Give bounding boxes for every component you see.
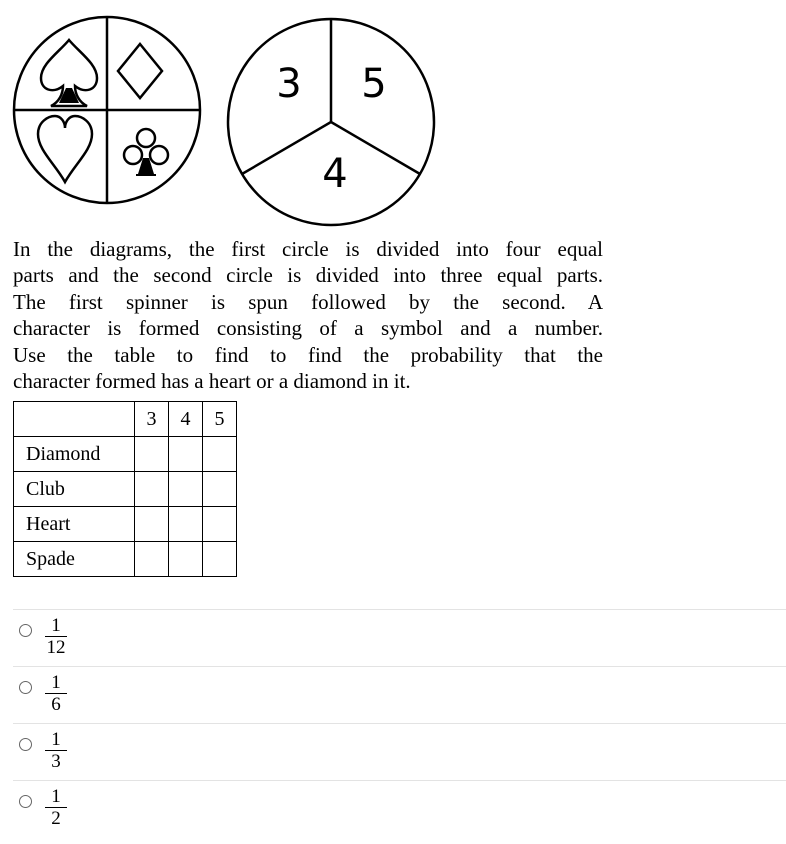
diamond-icon [118, 44, 162, 98]
question-text [13, 236, 603, 394]
table-cell [203, 507, 237, 542]
table-row [14, 542, 237, 577]
question-line: In the diagrams, the first circle is divided into four equal [13, 237, 603, 261]
answer-fraction [43, 787, 69, 828]
table-cell [169, 437, 203, 472]
table-cell [169, 472, 203, 507]
spade-icon [41, 40, 97, 106]
table-row [14, 507, 237, 542]
answer-fraction [43, 616, 69, 657]
fraction-numerator: 1 [51, 615, 61, 636]
fraction-denominator: 3 [51, 751, 61, 772]
fraction-denominator: 12 [46, 637, 66, 658]
heart-icon [38, 116, 92, 182]
spinner-section-5: 5 [361, 61, 387, 107]
row-header: Club [14, 472, 135, 507]
table-cell [169, 507, 203, 542]
column-header: 3 [135, 402, 169, 437]
row-header: Diamond [14, 437, 135, 472]
answer-option[interactable] [13, 666, 786, 723]
table-cell [135, 437, 169, 472]
question-line: parts and the second circle is divided into three equal parts. [13, 263, 603, 288]
table-cell [169, 542, 203, 577]
question-line: The first spinner is spun followed by the second. A [13, 289, 603, 314]
spinner-section-4: 4 [322, 151, 348, 197]
spinner-section-3: 3 [276, 61, 302, 107]
number-spinner [228, 19, 434, 225]
answer-fraction [43, 730, 69, 771]
table-cell [135, 542, 169, 577]
table-corner-cell [14, 402, 135, 437]
fraction-numerator: 1 [51, 672, 61, 693]
table-row [14, 437, 237, 472]
table-cell [203, 437, 237, 472]
answer-option[interactable] [13, 780, 786, 837]
radio-button[interactable] [19, 795, 32, 808]
row-header: Heart [14, 507, 135, 542]
table-cell [135, 472, 169, 507]
radio-button[interactable] [19, 738, 32, 751]
radio-button[interactable] [19, 681, 32, 694]
fraction-denominator: 6 [51, 694, 61, 715]
answer-option[interactable] [13, 609, 786, 666]
fraction-numerator: 1 [51, 729, 61, 750]
question-line: character formed has a heart or a diamond in it. [13, 369, 411, 394]
column-header: 5 [203, 402, 237, 437]
fraction-numerator: 1 [51, 786, 61, 807]
column-header: 4 [169, 402, 203, 437]
table-header-row [14, 402, 237, 437]
table-cell [203, 542, 237, 577]
table-cell [135, 507, 169, 542]
spinner-diagrams [10, 14, 440, 230]
outcome-table [13, 401, 237, 577]
table-cell [203, 472, 237, 507]
answer-options [13, 609, 786, 837]
suit-spinner [14, 17, 200, 203]
question-line: character is formed consisting of a symbol and a number. [13, 316, 603, 341]
radio-button[interactable] [19, 624, 32, 637]
answer-fraction [43, 673, 69, 714]
answer-option[interactable] [13, 723, 786, 780]
question-line: Use the table to find to find the probability that the [13, 342, 603, 367]
fraction-denominator: 2 [51, 808, 61, 829]
club-icon [124, 129, 168, 175]
row-header: Spade [14, 542, 135, 577]
table-row [14, 472, 237, 507]
